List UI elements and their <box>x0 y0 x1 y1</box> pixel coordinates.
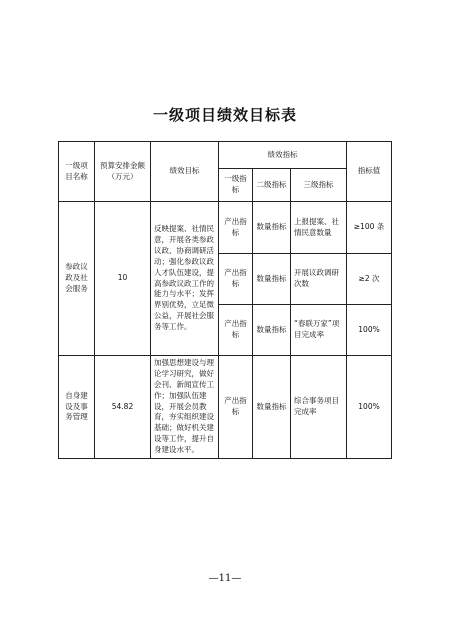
page-title: 一级项目绩效目标表 <box>152 106 297 124</box>
performance-table <box>58 141 392 459</box>
table-header-row <box>59 142 392 169</box>
table-row <box>59 202 392 254</box>
indicator-level2: 数量指标 <box>253 305 291 356</box>
indicator-value: 100% <box>347 305 392 356</box>
indicator-level2: 数量指标 <box>253 356 291 459</box>
project-goal: 反映提案、社情民意，开展各类参政议政、协商调研活动；强化参政议政人才队伍建设，提高参政议政工作的能力与水平；发挥界别优势，立足微公益，开展社会服务等工作。 <box>151 202 219 356</box>
indicator-level3: 开展议政调研次数 <box>291 254 347 305</box>
indicator-level1: 产出指标 <box>219 254 253 305</box>
header-value: 指标值 <box>347 142 392 202</box>
indicator-level2: 数量指标 <box>253 202 291 254</box>
indicator-level1: 产出指标 <box>219 202 253 254</box>
page-number: —11— <box>208 573 242 584</box>
indicator-level1: 产出指标 <box>219 305 253 356</box>
indicator-level1: 产出指标 <box>219 356 253 459</box>
header-goal: 绩效目标 <box>151 142 219 202</box>
indicator-value: ≥100 条 <box>347 202 392 254</box>
indicator-level3: 上报提案、社情民意数量 <box>291 202 347 254</box>
header-level3: 三级指标 <box>291 169 347 202</box>
indicator-value: 100% <box>347 356 392 459</box>
indicator-level2: 数量指标 <box>253 254 291 305</box>
header-indicators: 绩效指标 <box>219 142 347 169</box>
project-budget: 10 <box>95 202 151 356</box>
project-goal: 加强思想建设与理论学习研究，做好会刊、新闻宣传工作；加强队伍建设，开展会员教育，夯实组织建设基础；做好机关建设等工作，提升自身建设水平。 <box>151 356 219 459</box>
indicator-level3: 综合事务项目完成率 <box>291 356 347 459</box>
indicator-level3: “春联万家”项目完成率 <box>291 305 347 356</box>
project-budget: 54.82 <box>95 356 151 459</box>
indicator-value: ≥2 次 <box>347 254 392 305</box>
project-name: 参政议政及社会服务 <box>59 202 95 356</box>
header-budget: 预算安排金额（万元） <box>95 142 151 202</box>
header-project-name: 一级项目名称 <box>59 142 95 202</box>
table-row <box>59 356 392 459</box>
project-name: 自身建设及事务管理 <box>59 356 95 459</box>
header-level1: 一级指标 <box>219 169 253 202</box>
header-level2: 二级指标 <box>253 169 291 202</box>
